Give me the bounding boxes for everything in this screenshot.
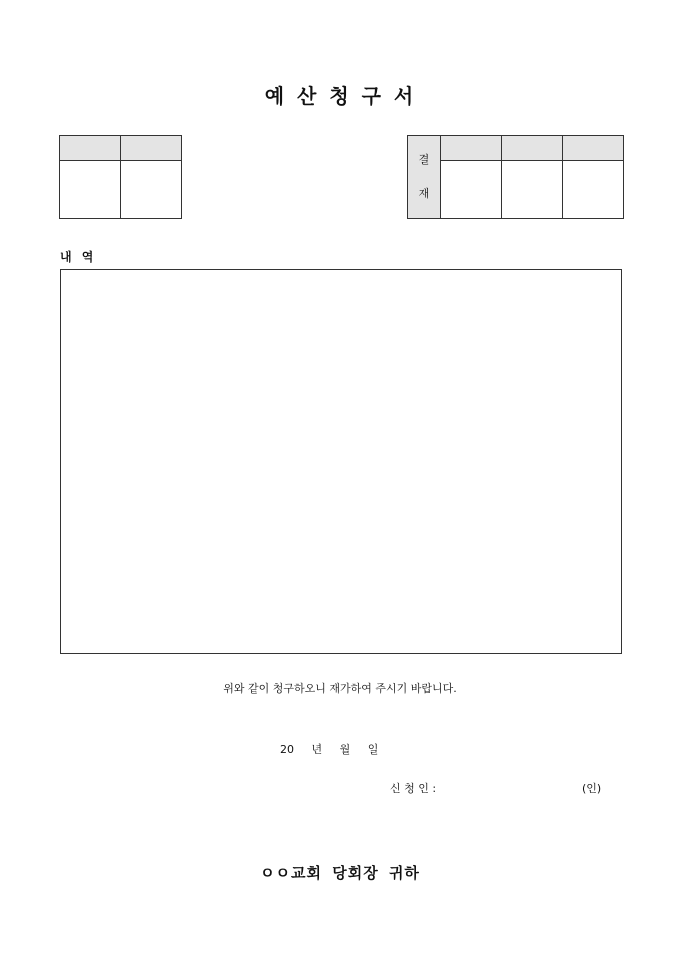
approval-header-cell-3: [563, 136, 624, 161]
dept-header-cell-2: [121, 136, 182, 161]
approval-sign-cell-3[interactable]: [563, 161, 624, 219]
dept-body-cell-2[interactable]: [121, 161, 182, 219]
approval-table: [407, 135, 624, 219]
request-sentence: 위와 같이 청구하오니 재가하여 주시기 바랍니다.: [223, 682, 457, 695]
details-content-box[interactable]: [60, 269, 622, 654]
approval-header-cell-1: [441, 136, 502, 161]
seal-mark: (인): [582, 782, 602, 795]
document-title: 예 산 청 구 서: [264, 84, 416, 108]
approval-header-cell-2: [502, 136, 563, 161]
request-dept-table: [59, 135, 182, 219]
applicant-label: 신 청 인 :: [390, 782, 437, 795]
approval-label-char-2: 재: [418, 187, 430, 200]
approval-sign-cell-1[interactable]: [441, 161, 502, 219]
dept-body-cell-1[interactable]: [60, 161, 121, 219]
approval-label-char-1: 결: [418, 153, 430, 166]
recipient-line: ㅇㅇ교회 당회장 귀하: [260, 864, 420, 882]
approval-sign-cell-2[interactable]: [502, 161, 563, 219]
approval-label: [408, 136, 441, 219]
dept-header-cell-1: [60, 136, 121, 161]
section-label-details: 내 역: [60, 250, 94, 264]
date-line: 20 년 월 일: [280, 743, 379, 756]
